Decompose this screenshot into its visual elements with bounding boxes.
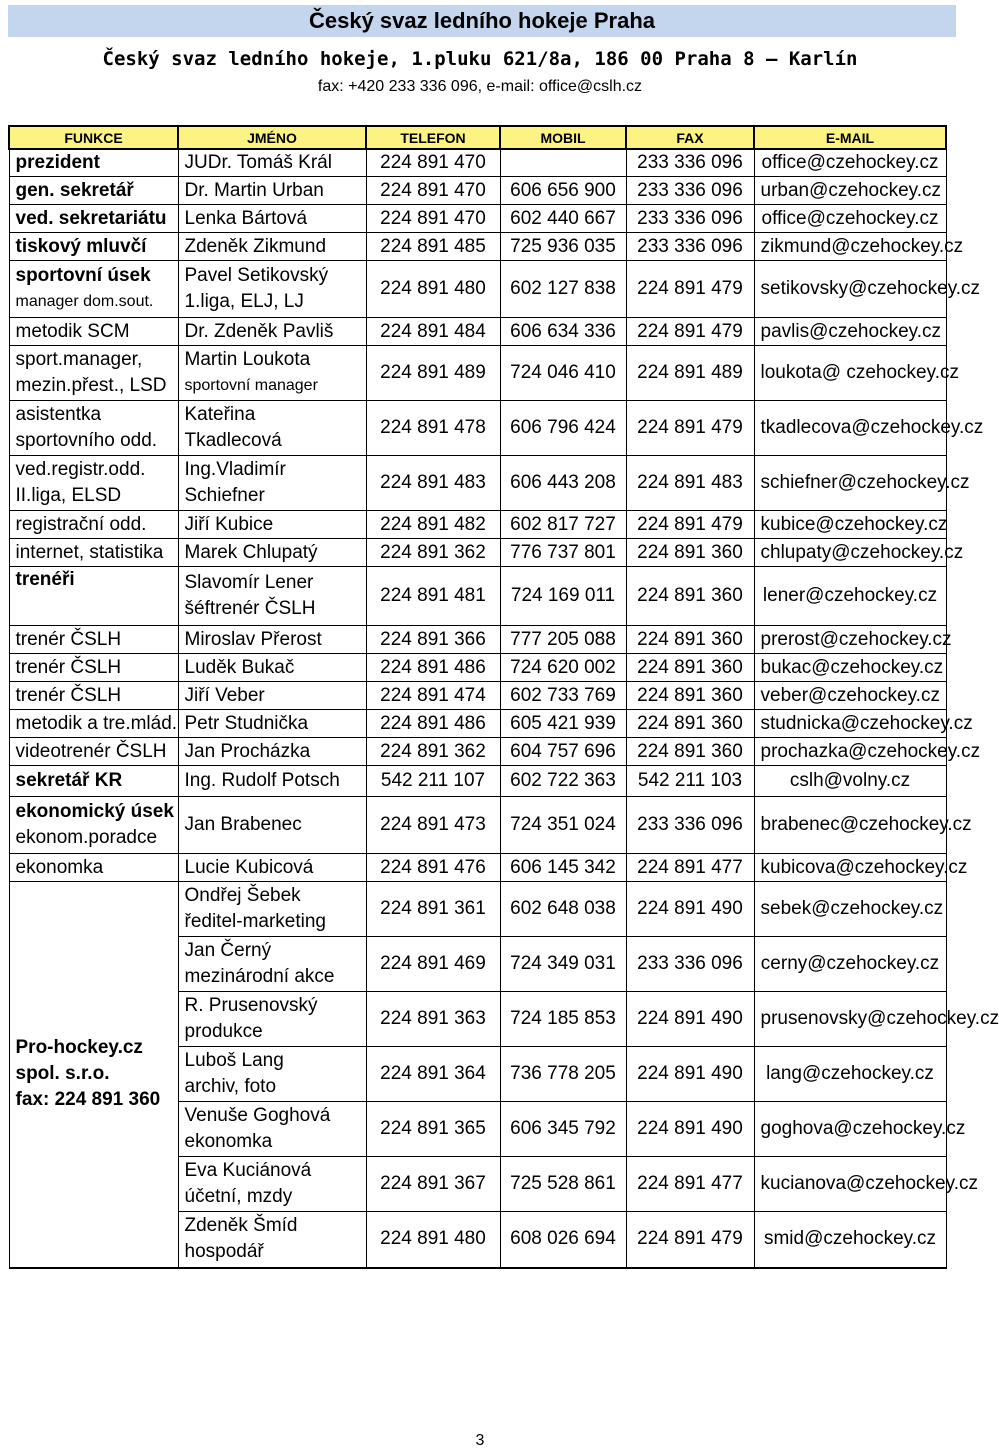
cell-phone: 224 891 486 [366,710,500,738]
person-role: archiv, foto [184,1076,277,1097]
prohockey-company-cell [9,882,178,1268]
cell-name: Marek Chlupatý [178,539,366,567]
cell-name [178,937,366,992]
cell-phone: 224 891 486 [366,654,500,682]
function-title: ekonomický úsek [15,801,174,822]
person-name: Venuše Goghová [184,1105,331,1126]
cell-name: Jiří Veber [178,682,366,710]
cell-name: JUDr. Tomáš Král [178,149,366,177]
col-header-funkce: FUNKCE [9,126,178,149]
cell-name: Lenka Bártová [178,205,366,233]
cell-fax: 224 891 360 [626,567,754,626]
cell-mobile: 606 796 424 [500,401,626,456]
cell-email[interactable]: pavlis@czehockey.cz [754,318,946,346]
col-header-fax: FAX [626,126,754,149]
cell-fax: 224 891 490 [626,1102,754,1157]
cell-fax: 233 336 096 [626,797,754,854]
document-title: Český svaz ledního hokeje Praha [8,5,956,37]
person-role: produkce [184,1021,263,1042]
cell-fax: 224 891 479 [626,401,754,456]
person-name: Luboš Lang [184,1050,284,1071]
cell-email[interactable]: brabenec@czehockey.cz [754,797,946,854]
cell-fax: 224 891 490 [626,1047,754,1102]
cell-email[interactable]: zikmund@czehockey.cz [754,233,946,261]
cell-mobile: 724 169 011 [500,567,626,626]
cell-mobile: 602 440 667 [500,205,626,233]
cell-name: Lucie Kubicová [178,854,366,882]
cell-email[interactable]: cerny@czehockey.cz [754,937,946,992]
cell-mobile: 725 528 861 [500,1157,626,1212]
cell-name [178,992,366,1047]
cell-email[interactable]: kucianova@czehockey.cz [754,1157,946,1212]
cell-email[interactable]: bukac@czehockey.cz [754,654,946,682]
cell-mobile: 776 737 801 [500,539,626,567]
cell-name: Jan Brabenec [178,797,366,854]
cell-function: gen. sekretář [9,177,178,205]
person-name: Zdeněk Šmíd [184,1215,298,1237]
function-title: asistentka [15,404,102,425]
cell-fax: 224 891 360 [626,539,754,567]
person-name: Ondřej Šebek [184,885,301,906]
table-row [9,511,946,539]
cell-name: Zdeněk Zikmund [178,233,366,261]
cell-function: trenéři [9,567,178,626]
cell-phone: 224 891 363 [366,992,500,1047]
person-role: šéftrenér ČSLH [184,598,316,619]
cell-phone: 224 891 362 [366,539,500,567]
cell-name [178,1047,366,1102]
cell-fax: 224 891 360 [626,626,754,654]
person-role: ředitel-marketing [184,911,326,932]
cell-name: Petr Studnička [178,710,366,738]
cell-phone: 224 891 469 [366,937,500,992]
col-header-email: E-MAIL [754,126,946,149]
cell-mobile: 605 421 939 [500,710,626,738]
cell-name: Dr. Martin Urban [178,177,366,205]
cell-function: trenér ČSLH [9,682,178,710]
cell-email[interactable]: kubice@czehockey.cz [754,511,946,539]
table-row [9,854,946,882]
cell-fax: 233 336 096 [626,937,754,992]
cell-fax: 224 891 477 [626,854,754,882]
cell-fax: 224 891 483 [626,456,754,511]
cell-phone: 224 891 481 [366,567,500,626]
cell-phone: 224 891 482 [366,511,500,539]
cell-fax: 224 891 360 [626,738,754,766]
cell-fax: 233 336 096 [626,205,754,233]
cell-fax: 224 891 479 [626,1212,754,1268]
staff-table [8,125,999,1269]
cell-fax: 233 336 096 [626,177,754,205]
person-name: Martin Loukota [184,349,311,370]
cell-email[interactable]: prusenovsky@czehockey.cz [754,992,946,1047]
cell-function: sekretář KR [9,766,178,797]
cell-mobile: 777 205 088 [500,626,626,654]
cell-mobile: 602 817 727 [500,511,626,539]
table-row [9,654,946,682]
cell-function [9,797,178,854]
col-header-mobil: MOBIL [500,126,626,149]
cell-function: ved. sekretariátu [9,205,178,233]
cell-name [178,456,366,511]
function-subtitle: mezin.přest., LSD [15,375,167,396]
cell-function: prezident [9,149,178,177]
person-name: Kateřina [184,404,256,425]
cell-function [9,346,178,401]
cell-fax: 224 891 477 [626,1157,754,1212]
cell-phone: 224 891 480 [366,261,500,318]
cell-name: Ing. Rudolf Potsch [178,766,366,797]
cell-function: tiskový mluvčí [9,233,178,261]
cell-name [178,1212,366,1268]
cell-mobile: 604 757 696 [500,738,626,766]
person-role: 1.liga, ELJ, LJ [184,291,304,312]
cell-mobile: 606 443 208 [500,456,626,511]
person-role: sportovní manager [184,377,318,394]
cell-fax: 542 211 103 [626,766,754,797]
table-row [9,882,946,937]
cell-fax: 233 336 096 [626,149,754,177]
cell-name [178,401,366,456]
function-subtitle: manager dom.sout. [15,293,154,310]
cell-phone: 224 891 480 [366,1212,500,1268]
cell-email[interactable]: office@czehockey.cz [754,149,946,177]
cell-fax: 224 891 360 [626,682,754,710]
function-subtitle: ekonom.poradce [15,827,158,848]
cell-fax: 224 891 479 [626,511,754,539]
function-title: ved.registr.odd. [15,459,146,480]
person-role: Tkadlecová [184,430,282,451]
cell-fax: 233 336 096 [626,233,754,261]
cell-function: registrační odd. [9,511,178,539]
cell-phone: 224 891 485 [366,233,500,261]
cell-name [178,567,366,626]
cell-email[interactable]: loukota@ czehockey.cz [754,346,946,401]
person-name: Eva Kuciánová [184,1160,312,1181]
cell-mobile: 736 778 205 [500,1047,626,1102]
table-row [9,233,946,261]
cell-fax: 224 891 479 [626,261,754,318]
cell-name [178,346,366,401]
cell-function: trenér ČSLH [9,654,178,682]
cell-email[interactable]: tkadlecova@czehockey.cz [754,401,946,456]
cell-mobile: 602 733 769 [500,682,626,710]
contact-line: fax: +420 233 336 096, e-mail: office@cslh.cz [317,78,643,95]
table-row [9,401,946,456]
col-header-telefon: TELEFON [366,126,500,149]
company-fax: fax: 224 891 360 [15,1089,161,1111]
cell-mobile: 724 046 410 [500,346,626,401]
cell-email[interactable]: goghova@czehockey.cz [754,1102,946,1157]
person-name: Ing.Vladimír [184,459,286,480]
cell-email[interactable]: urban@czehockey.cz [754,177,946,205]
table-row [9,738,946,766]
company-type: spol. s.r.o. [15,1063,110,1085]
cell-phone: 224 891 367 [366,1157,500,1212]
cell-name: Miroslav Přerost [178,626,366,654]
cell-email[interactable]: lener@czehockey.cz [754,567,946,626]
cell-phone: 224 891 478 [366,401,500,456]
cell-name: Luděk Bukač [178,654,366,682]
function-title: sportovní úsek [15,265,151,286]
cell-email[interactable]: sebek@czehockey.cz [754,882,946,937]
cell-function [9,261,178,318]
cell-email[interactable]: prochazka@czehockey.cz [754,738,946,766]
function-subtitle: sportovního odd. [15,430,158,451]
cell-fax: 224 891 490 [626,992,754,1047]
table-row [9,567,946,626]
person-role: mezinárodní akce [184,966,335,987]
cell-email[interactable]: prerost@czehockey.cz [754,626,946,654]
cell-mobile: 602 722 363 [500,766,626,797]
cell-mobile [500,149,626,177]
cell-function: trenér ČSLH [9,626,178,654]
cell-email[interactable]: schiefner@czehockey.cz [754,456,946,511]
cell-name [178,1157,366,1212]
cell-phone: 224 891 473 [366,797,500,854]
cell-mobile: 606 656 900 [500,177,626,205]
person-name: R. Prusenovský [184,995,318,1016]
cell-phone: 224 891 362 [366,738,500,766]
cell-phone: 224 891 470 [366,205,500,233]
cell-mobile: 608 026 694 [500,1212,626,1268]
cell-fax: 224 891 490 [626,882,754,937]
cell-mobile: 602 127 838 [500,261,626,318]
cell-fax: 224 891 489 [626,346,754,401]
person-name: Jan Černý [184,940,272,961]
cell-phone: 224 891 366 [366,626,500,654]
cell-phone: 224 891 365 [366,1102,500,1157]
person-role: hospodář [184,1241,264,1263]
cell-email[interactable]: studnicka@czehockey.cz [754,710,946,738]
table-row [9,149,946,177]
cell-email[interactable]: office@czehockey.cz [754,205,946,233]
table-row [9,456,946,511]
cell-phone: 224 891 483 [366,456,500,511]
cell-mobile: 724 185 853 [500,992,626,1047]
table-row [9,205,946,233]
cell-fax: 224 891 360 [626,654,754,682]
cell-function: videotrenér ČSLH [9,738,178,766]
company-name: Pro-hockey.cz [15,1037,143,1059]
cell-email[interactable]: smid@czehockey.cz [754,1212,946,1268]
cell-function: ekonomka [9,854,178,882]
person-name: Slavomír Lener [184,572,314,593]
cell-email[interactable]: lang@czehockey.cz [754,1047,946,1102]
table-row [9,626,946,654]
person-name: Pavel Setikovský [184,265,329,286]
header-row [9,126,946,149]
cell-mobile: 606 345 792 [500,1102,626,1157]
person-role: ekonomka [184,1131,273,1152]
table-row [9,261,946,318]
cell-name [178,1102,366,1157]
table-row [9,797,946,854]
table-row [9,539,946,567]
table-row [9,710,946,738]
cell-phone: 224 891 476 [366,854,500,882]
table-row [9,346,946,401]
cell-fax: 224 891 360 [626,710,754,738]
cell-name: Jan Procházka [178,738,366,766]
cell-function [9,456,178,511]
table-row [9,318,946,346]
table-row [9,682,946,710]
cell-function: metodik a tre.mlád. [9,710,178,738]
function-title: sport.manager, [15,349,143,370]
cell-mobile: 724 351 024 [500,797,626,854]
cell-mobile: 725 936 035 [500,233,626,261]
cell-phone: 224 891 470 [366,177,500,205]
cell-email[interactable]: kubicova@czehockey.cz [754,854,946,882]
cell-mobile: 606 145 342 [500,854,626,882]
address-line: Český svaz ledního hokeje, 1.pluku 621/8a, 186 00 Praha 8 – Karlín [102,48,858,70]
cell-mobile: 724 620 002 [500,654,626,682]
cell-mobile: 602 648 038 [500,882,626,937]
person-role: účetní, mzdy [184,1186,293,1207]
table-row [9,177,946,205]
cell-phone: 224 891 474 [366,682,500,710]
cell-phone: 224 891 489 [366,346,500,401]
cell-function [9,401,178,456]
cell-phone: 224 891 470 [366,149,500,177]
cell-function: internet, statistika [9,539,178,567]
cell-name [178,882,366,937]
cell-email[interactable]: setikovsky@czehockey.cz [754,261,946,318]
cell-fax: 224 891 479 [626,318,754,346]
cell-email[interactable]: chlupaty@czehockey.cz [754,539,946,567]
cell-phone: 224 891 361 [366,882,500,937]
table-row [9,766,946,797]
page-number: 3 [475,1432,485,1449]
cell-email[interactable]: veber@czehockey.cz [754,682,946,710]
cell-phone: 224 891 484 [366,318,500,346]
cell-name [178,261,366,318]
function-subtitle: II.liga, ELSD [15,485,122,506]
cell-mobile: 606 634 336 [500,318,626,346]
cell-mobile: 724 349 031 [500,937,626,992]
cell-function: metodik SCM [9,318,178,346]
cell-phone: 224 891 364 [366,1047,500,1102]
cell-name: Dr. Zdeněk Pavliš [178,318,366,346]
cell-phone: 542 211 107 [366,766,500,797]
col-header-jmeno: JMÉNO [178,126,366,149]
cell-email[interactable]: cslh@volny.cz [754,766,946,797]
cell-name: Jiří Kubice [178,511,366,539]
person-role: Schiefner [184,485,265,506]
